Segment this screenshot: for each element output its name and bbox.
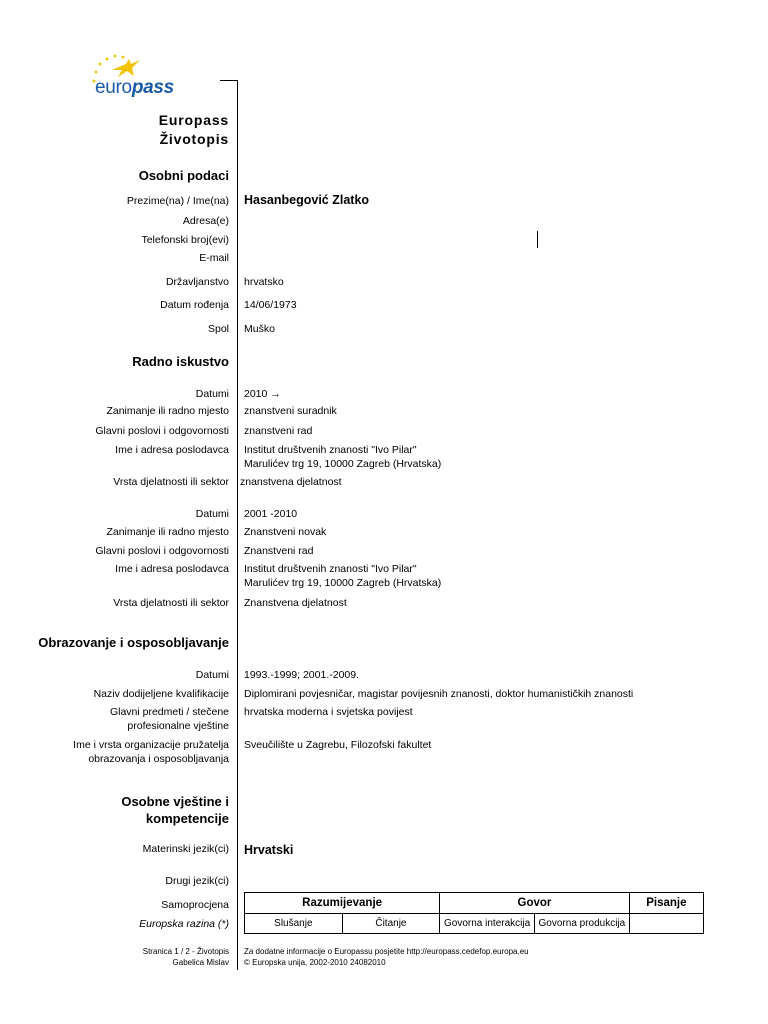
footer-page: Stranica 1 / 2 - Životopis — [142, 947, 229, 956]
label-address: Adresa(e) — [182, 215, 229, 227]
value-edu-dates: 1993.-1999; 2001.-2009. — [244, 669, 360, 681]
logo-text: europass — [95, 77, 174, 98]
divider-line — [237, 80, 238, 970]
value-qualification: Diplomirani povjesničar, magistar povijesnih znanosti, doktor humanističkih znanosti — [244, 688, 634, 700]
heading-skills-1: Osobne vještine i — [121, 794, 229, 809]
header-speaking: Govor — [440, 893, 630, 914]
europass-logo — [82, 50, 182, 102]
divider-tick — [220, 80, 238, 81]
label-mother-tongue: Materinski jezik(ci) — [142, 843, 229, 855]
label-work-sector: Vrsta djelatnosti ili sektor — [113, 476, 229, 488]
label-work-employer: Ime i adresa poslodavca — [115, 444, 229, 456]
label-subjects-2: profesionalne vještine — [127, 720, 229, 732]
subheader-production: Govorna produkcija — [534, 914, 629, 934]
value-work-employer-address: Marulićev trg 19, 10000 Zagreb (Hrvatska) — [244, 458, 442, 470]
value-work-activities: Znanstveni rad — [244, 545, 314, 557]
heading-personal: Osobni podaci — [138, 168, 229, 183]
value-work-activities: znanstveni rad — [244, 425, 313, 437]
value-subjects: hrvatska moderna i svjetska povijest — [244, 706, 413, 718]
text-cursor — [537, 231, 538, 248]
value-work-dates: 2001 -2010 — [244, 508, 298, 520]
label-work-sector: Vrsta djelatnosti ili sektor — [113, 597, 229, 609]
value-mother-tongue: Hrvatski — [244, 843, 294, 857]
language-assessment-table — [244, 892, 704, 934]
label-org-2: obrazovanja i osposobljavanja — [88, 753, 229, 765]
label-dob: Datum rođenja — [160, 299, 229, 311]
value-dob: 14/06/1973 — [244, 299, 297, 311]
subheader-reading: Čitanje — [342, 914, 440, 934]
value-citizenship: hrvatsko — [244, 276, 284, 288]
label-phone: Telefonski broj(evi) — [141, 234, 229, 246]
label-work-dates: Datumi — [195, 508, 229, 520]
label-work-position: Zanimanje ili radno mjesto — [106, 526, 229, 538]
value-work-position: Znanstveni novak — [244, 526, 327, 538]
label-citizenship: Državljanstvo — [165, 276, 229, 288]
value-work-employer-address: Marulićev trg 19, 10000 Zagreb (Hrvatska) — [244, 577, 442, 589]
label-european-level: Europska razina (*) — [139, 918, 229, 930]
value-org: Sveučilište u Zagrebu, Filozofski fakultet — [244, 739, 432, 751]
label-work-position: Zanimanje ili radno mjesto — [106, 405, 229, 417]
label-other-languages: Drugi jezik(ci) — [165, 875, 229, 887]
value-work-employer-name: Institut društvenih znanosti "Ivo Pilar" — [244, 563, 417, 575]
header-understanding: Razumijevanje — [245, 893, 440, 914]
header-writing: Pisanje — [629, 893, 703, 914]
footer-copyright: © Europska unija, 2002-2010 24082010 — [244, 958, 386, 967]
value-work-position: znanstveni suradnik — [244, 405, 337, 417]
label-work-activities: Glavni poslovi i odgovornosti — [95, 545, 229, 557]
label-work-employer: Ime i adresa poslodavca — [115, 563, 229, 575]
title-zivotopis: Životopis — [159, 131, 229, 147]
label-email: E-mail — [199, 252, 229, 264]
subheader-interaction: Govorna interakcija — [440, 914, 535, 934]
writing-cell — [629, 914, 703, 934]
value-work-employer-name: Institut društvenih znanosti "Ivo Pilar" — [244, 444, 417, 456]
label-edu-dates: Datumi — [195, 669, 229, 681]
heading-skills-2: kompetencije — [145, 811, 229, 826]
value-gender: Muško — [244, 323, 275, 335]
footer-info: Za dodatne informacije o Europassu posjetite http://europass.cedefop.europa.eu — [244, 947, 529, 956]
value-work-dates: 2010 → — [244, 388, 281, 400]
heading-education: Obrazovanje i osposobljavanje — [38, 635, 229, 650]
label-subjects-1: Glavni predmeti / stečene — [109, 706, 229, 718]
label-name: Prezime(na) / Ime(na) — [126, 195, 229, 207]
label-work-dates: Datumi — [195, 388, 229, 400]
label-gender: Spol — [207, 323, 229, 335]
label-self-assessment: Samoprocjena — [161, 899, 229, 911]
label-work-activities: Glavni poslovi i odgovornosti — [95, 425, 229, 437]
label-qualification: Naziv dodijeljene kvalifikacije — [93, 688, 229, 700]
label-org-1: Ime i vrsta organizacije pružatelja — [73, 739, 229, 751]
value-work-sector: Znanstvena djelatnost — [244, 597, 347, 609]
footer-author: Gabelica Mislav — [172, 958, 229, 967]
value-name: Hasanbegović Zlatko — [244, 193, 370, 207]
value-work-sector: znanstvena djelatnost — [240, 476, 342, 488]
heading-work: Radno iskustvo — [132, 354, 229, 369]
title-europass: Europass — [158, 112, 229, 128]
subheader-listening: Slušanje — [245, 914, 343, 934]
